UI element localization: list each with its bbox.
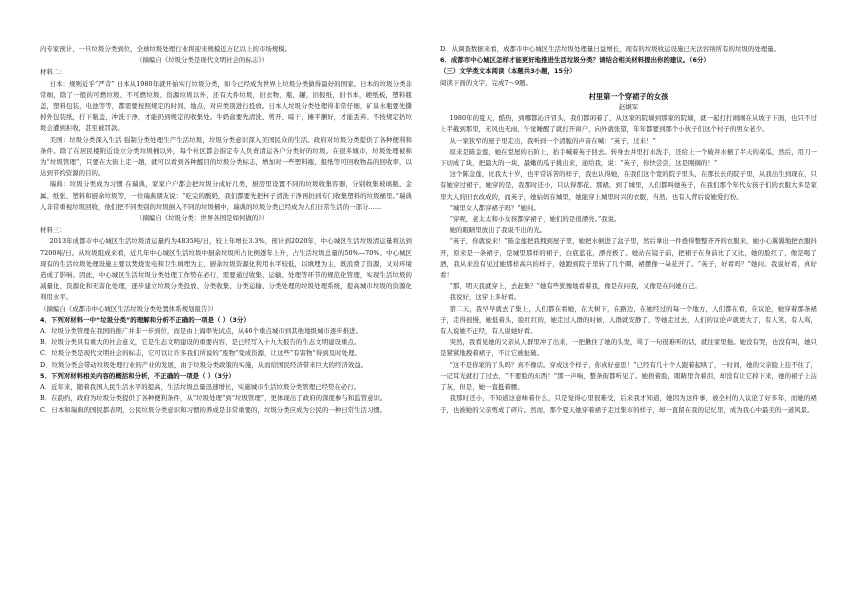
story-paragraph: “那，明天我就穿上，去赶集？”她有些犹豫地看着我，像是在问我，又像是在问她自己。 — [449, 282, 701, 291]
question-4-option-b: B．垃圾分类具有重大的社会意义，它是生态文明建设的重要内容，是已经写入十九大报告的生态文明建设重点。 — [40, 338, 361, 347]
story-author: 赵炯军 — [618, 103, 639, 112]
source-note-3: （摘编自《成都市中心城区生活垃圾分类处置体系规划报告》） — [40, 304, 218, 313]
question-5-option-b: B．在韵约，政府为垃圾分类提供了各种便利条件，从“垃圾处理”到“垃圾管理”，更体现出了政府的深度参与和监管意识。 — [40, 394, 387, 403]
question-5-option-d: D．从调查数据来看，成都市中心城区生活垃圾处理量日益增长，现有的垃圾收运设施已无法容纳所有的垃圾的处理量。 — [440, 45, 781, 53]
source-note-1: （摘编自《垃圾分类是现代文明社会的标志》） — [136, 56, 269, 65]
story-paragraph: “这不是你家的丫头吗？真不像话。穿成这个样子，你真好意思！”已经有几十个人跟着起哄了，一时间，她的父亲脸上挂不住了，一记耳光就打了过去，“不要脸的东西！”那一声响，整条街都听见了。她捂着脸，眼睛里含着泪，却没有让它掉下来，她的裙子上沾了灰，但是，她一直挺着腰。 — [440, 360, 817, 392]
material-2-sweden: 瑞典：垃圾分类成为习惯 在瑞典，家家户户都会把垃圾分成好几类，厨房里设置不同的垃圾收集容器，分别收集玻璃瓶、金属、纸张、塑料和厨余垃圾等，一位瑞典朋友说：“吃完的酸奶，我们都要先把杯子清洗干净再扔到专门收集塑料的垃圾桶里。”瑞典人非常重视垃圾回收，他们把不同类别的垃圾倒入不同的垃圾桶中，瑞典的垃圾分类已经成为人们日常生活的一部分…… — [40, 180, 412, 211]
material-2-label: 材料二： — [40, 68, 66, 77]
right-column — [440, 44, 817, 589]
reading-instruction: 阅读下面的文字，完成7～9题。 — [440, 78, 532, 87]
story-paragraph: 她的眼睛里放出了我说不出的光。 — [449, 226, 547, 235]
story-paragraph: 我说好，这穿上多好看。 — [449, 293, 521, 302]
story-paragraph: 第二天，我早早就去了集上，人们都在看她，在大树下，在路边，在她经过的每一个地方，人们都在看，在议论，她穿着那条裙子，走得很慢，她低着头，脸红红的，她走过人群的时候，人群就安静了，等她走过去，人们的议论声就更大了，有人笑，有人骂，有人说她不正经，有人说她好看。 — [440, 304, 817, 336]
material-2-japan: 日本：规则近乎“严苛” 日本从1980年就开始实行垃圾分类，如今已经成为世界上垃圾分类做得最好的国家。日本的垃圾分类非常细，除了一般的可燃垃圾、不可燃垃圾、资源垃圾以外，还有大件垃圾，旧衣物，瓶，罐，旧报纸，旧书本，硬纸板，塑料瓶盖，塑料包装，电池等等，都需要按照规定的时间、地点，对应类别进行投放。日本人垃圾分类处理得非常仔细，矿泉水瓶要先撕掉外包装纸，拧下瓶盖，冲洗干净，才能扔到规定的收集处。牛奶盒要先清洗、剪开、晾干，摊平捆好，才能丢弃。不按规定扔垃圾会遭到拒收，甚至被罚款。 — [40, 79, 412, 133]
question-4-option-a: A．垃圾分类管理在我国的推广并非一步到位，而是由上海率先试点，从46个重点城市到其他地级城市逐步推进。 — [40, 327, 363, 336]
material-3-label: 材料三： — [40, 226, 66, 235]
story-paragraph: 我那时还小，不知道这意味着什么，只是觉得心里很难受，后来我才知道，她因为这件事，被全村的人议论了好多年，而她的裙子，也被她的父亲剪成了碎片。然而，那个夏天她穿着裙子走过集市的样子，却一直留在我的记忆里，成为我心中最美的一道风景。 — [440, 394, 817, 414]
source-note-2: （摘编自《垃圾分类：世界各国是如何做的》） — [136, 214, 269, 223]
question-5: 5．下列对材料相关内容的概括和分析，不正确的一项是（ ）（3分） — [40, 371, 235, 380]
story-paragraph: 突然，我看见她的父亲从人群里冲了出来，一把揪住了她的头发，骂了一句很难听的话，就往家里拖。她没有哭，也没有叫，她只是紧紧地拽着裙子，不让它被扯破。 — [440, 338, 817, 358]
section-heading-literary: （三）文学类文本阅读（本题共3小题，15分） — [440, 67, 576, 76]
left-column — [40, 44, 412, 589]
story-paragraph: 原来是陈金莲，她在堂屋的石阶上，抬手喊着英子回去。转身去井里打水洗手，还给上一个破井水桶了半天的菜瓜，然后，用刀一下切成了块，把最大的一块，最嫩的瓜子挑出来，递给我，说：“英子，你快尝尝，这是刚摘的！” — [440, 147, 817, 168]
story-title: 村里第一个穿裙子的女孩 — [588, 91, 669, 101]
question-4-option-d: D．垃圾分类会带动垃圾处理行业的产业的发展，由于垃圾分类政策的实施，从而给国民经济带来巨大的经济效益。 — [40, 360, 368, 369]
story-paragraph: “城里女人都穿裙子吗？”她问。 — [449, 203, 540, 212]
intro-paragraph: 内专家预计，一旦垃圾分类到位，全球垃圾处理行业将迎来规模近万亿以上的市场规模。 — [40, 45, 292, 53]
material-2-usa: 美国：垃圾分类深入生活 强制分类处理生产生活垃圾，垃圾分类意识深入美国民众的生活。政府对垃圾分类提供了各种便利和条件。除了在居民楼附近设立分类垃圾桶以外，每个社区都会指定专人负责清运各户分类好的垃圾。在很多城市，垃圾处理被称为“垃圾管理”，只要在大街上走一趟，就可以看到各种醒目的垃圾分类标志，增加对一些塑料瓶、报纸等可回收物品的回收率，以达到节约资源的目的。 — [40, 135, 412, 178]
question-4: 4．下列对材料一中“垃圾分类”的理解和分析不正确的一项是（ ）（3分） — [40, 315, 250, 324]
question-5-option-c: C．日本和瑞典的国民都表明，公民垃圾分类意识和习惯的养成是非常重要的，垃圾分类应成为公民的一种日常生活习惯。 — [40, 405, 387, 414]
question-4-option-c: C．垃圾分类是现代文明社会的标志，它可以让许多我们所说的“废物”变成资源，让这些“有害物”得到及时处理。 — [40, 349, 361, 358]
story-paragraph: 1980年的夏天，酷热，到哪都沁汗冒头，我们都闲着了，从这家的院墙到那家的院墙，就一起打打闹闹在从坡子下面，也只不过上半截到那里，无风也无雨，午觉睡醒了就打开窗户，向外就张望，年年都要到那个小伙子们这个村子的男女老少。 — [440, 114, 817, 134]
story-paragraph: “穿呢，老太太和小女孩都穿裙子，她们的是很漂亮。”我说。 — [449, 215, 621, 224]
story-paragraph: 从一家狭窄的屋子里走出，我听到一个清脆的声音在喊：“英子，过来！” — [449, 136, 656, 145]
material-3-chengdu: 2013年成都市中心城区生活垃圾清运量约为4835吨/日，较上年增长3.3%，预计到2020年，中心城区生活垃圾清运量将达到7200吨/日。从垃圾组成来看，近几年中心城区生活垃圾中厨余垃圾所占比例逐年上升，占生活垃圾总量的50%—70%。中心城区现有的生活垃圾处理设施主要以焚烧发电和卫生填埋为主，厨余垃圾资源化利用水平较低，以填埋为主，既浪费了资源，又对环境造成了影响。因此，中心城区生活垃圾分类处理工作势在必行，需要通过收集、运输、处理等环节的规范化管理，实现生活垃圾的减量化、资源化和无害化处理，逐步建立垃圾分类投放、分类收集、分类运输、分类处理的垃圾处理系统，提高城市垃圾的资源化利用水平。 — [40, 237, 412, 302]
question-5-option-a: A．近年来，随着我国人民生活水平的提高，生活垃圾总量迅速增长，实施城市生活垃圾分类管理已经势在必行。 — [40, 383, 361, 392]
story-paragraph: “英子，你就说来！”陈金莲把我拽到屋子里，她把水倒进了盆子里，然后拿出一件叠得整整齐齐的衣服来，她小心翼翼地把衣服抖开，原来是一条裙子，是城里那样的裙子，白底蓝花，漂亮极了。她站在镜子前，把裙子在身前比了又比，她的脸红了，像是喝了酒，我从来没有见过她那样高兴的样子，她跑到院子里转了几个圈，裙摆像一朵花开了。“英子，好看吗？”她问。我说好看，真好看！ — [440, 237, 817, 280]
question-6: 6．成都市中心城区怎样才能更好地推进生活垃圾分类？请结合相关材料提出你的建议。（6分） — [440, 56, 710, 65]
story-paragraph: 这个陈金莲，比我大十岁，也平常诉苦的样子，我也认得她，在我们这个宽的院子里头，在那长长的院子里，从我出生到现在，只有她穿过裙子，她穿的是，我那时还小，只认得那花、那裙，到了城里，人们都叫她英子，在我们那个年代女孩子们的衣服大多是家里大人的旧衣改成的，而英子，她姑妈在城里，她能穿上城里时兴的衣服，当然，也有人背后说她爱打扮。 — [440, 170, 817, 201]
